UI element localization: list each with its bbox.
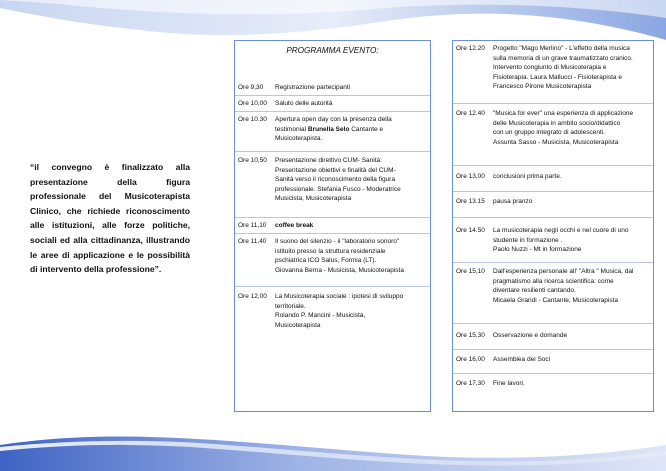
divider bbox=[235, 95, 430, 96]
entry-text: coffee break bbox=[275, 222, 314, 229]
entry-text: Saluto delle autorità bbox=[275, 100, 333, 107]
divider bbox=[453, 165, 653, 166]
entry-time: Ore 9,30 bbox=[238, 84, 264, 91]
program-entry bbox=[235, 292, 426, 330]
program-entry bbox=[453, 267, 649, 305]
entry-text: Micaela Grandi - Cantante, Musicoterapista bbox=[493, 296, 619, 304]
entry-text: Fine lavori. bbox=[493, 380, 525, 387]
entry-text: Musicoterapista bbox=[275, 321, 321, 329]
entry-text: professionale. Stefania Fusco - Moderatrice bbox=[275, 185, 401, 193]
entry-text: pschiatrica ICO Salus, Formia (LT). bbox=[275, 257, 377, 265]
program-entry bbox=[453, 109, 649, 147]
divider bbox=[235, 233, 430, 234]
program-entry bbox=[453, 172, 649, 182]
entry-time: Ore 10.30 bbox=[238, 116, 267, 123]
program-entry bbox=[235, 99, 426, 109]
program-entry bbox=[235, 83, 426, 93]
entry-time: Ore 10,00 bbox=[238, 100, 267, 107]
entry-text: Musicista, Musicoterapista bbox=[275, 195, 352, 203]
entry-text: Presentazione direttivo CUM- Sanità: bbox=[275, 157, 382, 164]
program-entry bbox=[453, 379, 649, 389]
program-entry bbox=[453, 226, 649, 255]
entry-time: Ore 17,30 bbox=[456, 380, 485, 387]
program-entry bbox=[235, 115, 426, 144]
entry-text: pragmatismo alla ricerca scientifica: come bbox=[493, 277, 614, 285]
program-entry bbox=[453, 355, 649, 365]
divider bbox=[453, 323, 653, 324]
divider bbox=[235, 286, 430, 287]
entry-text: sulla memoria di un grave traumatizzato cranico. bbox=[493, 54, 633, 62]
divider bbox=[235, 111, 430, 112]
entry-time: Ore 10,50 bbox=[238, 157, 267, 164]
entry-time: Ore 15,30 bbox=[456, 332, 485, 339]
entry-text: istituito presso la struttura residenziale bbox=[275, 247, 386, 255]
program-panel-left bbox=[234, 40, 431, 412]
entry-time: Ore 12,00 bbox=[238, 293, 267, 300]
entry-text: Presentazione obiettivi e finalità del CUM- bbox=[275, 166, 396, 174]
program-title: PROGRAMMA EVENTO: bbox=[286, 46, 379, 55]
divider bbox=[235, 151, 430, 152]
entry-text: Giovanna Berna - Musicista, Musicoterapista bbox=[275, 266, 404, 274]
entry-time: Ore 12.40 bbox=[456, 110, 485, 117]
entry-time: Ore 13.15 bbox=[456, 198, 485, 205]
divider bbox=[453, 103, 653, 104]
entry-text: Rolando P. Mancini - Musicista, bbox=[275, 312, 366, 320]
entry-text: Progetto "Mago Merlino" - L'effetto della musica bbox=[493, 45, 630, 52]
program-entry bbox=[453, 197, 649, 207]
entry-time: Ore 16,00 bbox=[456, 356, 485, 363]
entry-time: Ore 13,00 bbox=[456, 173, 485, 180]
entry-time: Ore 12.20 bbox=[456, 45, 485, 52]
program-entry bbox=[235, 237, 426, 275]
divider bbox=[453, 349, 653, 350]
entry-text: La musicoterapia negli occhi e nel cuore di uno bbox=[493, 227, 629, 234]
divider bbox=[453, 373, 653, 374]
entry-time: Ore 15,10 bbox=[456, 268, 485, 275]
entry-text: delle Musicoterapia in ambito socio/didattico bbox=[493, 119, 621, 127]
program-entry bbox=[453, 331, 649, 341]
program-entry bbox=[235, 221, 426, 231]
entry-text: territoriale. bbox=[275, 302, 306, 310]
entry-text: diventare resilienti cantando. bbox=[493, 287, 576, 295]
intro-paragraph: “il convegno è finalizzato alla presentazione della figura professionale del Musicoterapista Clinico, che richiede riconoscimento alle istituzioni, alle forze politiche, sociali ed alla cittadinanza, illustrando le aree di applicazione e le possibilità di intervento della professione”. bbox=[30, 162, 190, 275]
entry-text: pausa pranzo bbox=[493, 198, 533, 205]
entry-text: Osservazione e domande bbox=[493, 332, 568, 339]
entry-text: "Musica for ever" una esperienza di applicazione bbox=[493, 110, 634, 117]
program-entry bbox=[453, 44, 649, 92]
divider bbox=[453, 262, 653, 263]
entry-text: La Musicoterapia sociale : ipotesi di sviluppo bbox=[275, 293, 404, 300]
bottom-wave-decoration bbox=[0, 411, 666, 471]
entry-time: Ore 14.50 bbox=[456, 227, 485, 234]
speaker-name: Brunella Selo bbox=[307, 125, 350, 133]
entry-text: studente in formazione . bbox=[493, 236, 563, 244]
entry-text: con un gruppo integrato di adolescenti. bbox=[493, 129, 606, 137]
entry-text: Il suono del silenzio - il "laboratorio sonoro" bbox=[275, 238, 400, 245]
program-entry bbox=[235, 156, 426, 204]
entry-text: Assemblea dei Soci bbox=[493, 356, 551, 363]
divider bbox=[453, 217, 653, 218]
entry-time: Ore 11,10 bbox=[238, 222, 267, 229]
entry-text: Assunta Sasso - Musicista, Musicoterapista bbox=[493, 138, 619, 146]
entry-text: conclusioni prima parte. bbox=[493, 173, 562, 180]
entry-text: Fisioterapia. Laura Mallucci - Fisioterapista e bbox=[493, 73, 622, 81]
entry-text: Paolo Nuzzi - Mt in formazione bbox=[493, 246, 582, 254]
divider bbox=[235, 217, 430, 218]
entry-text: Sanità verso il riconoscimento della figura bbox=[275, 176, 395, 184]
entry-text: testimonial bbox=[275, 125, 308, 133]
entry-text: Registrazione partecipanti bbox=[275, 84, 351, 91]
entry-time: Ore 11,40 bbox=[238, 238, 267, 245]
entry-text: Cantante e bbox=[349, 125, 384, 133]
entry-text: Francesco Pirone Musicoterapista bbox=[493, 83, 592, 91]
divider bbox=[453, 191, 653, 192]
program-panel-right bbox=[452, 40, 654, 412]
entry-text: Apertura open day con la presenza della bbox=[275, 116, 392, 123]
entry-text: Dall'esperienza personale all' "Altra " Musica, dal bbox=[493, 268, 634, 275]
entry-text: Musicoterapista. bbox=[275, 135, 323, 143]
entry-text: Intervento congiunto di Musicoterapia e bbox=[493, 64, 607, 72]
